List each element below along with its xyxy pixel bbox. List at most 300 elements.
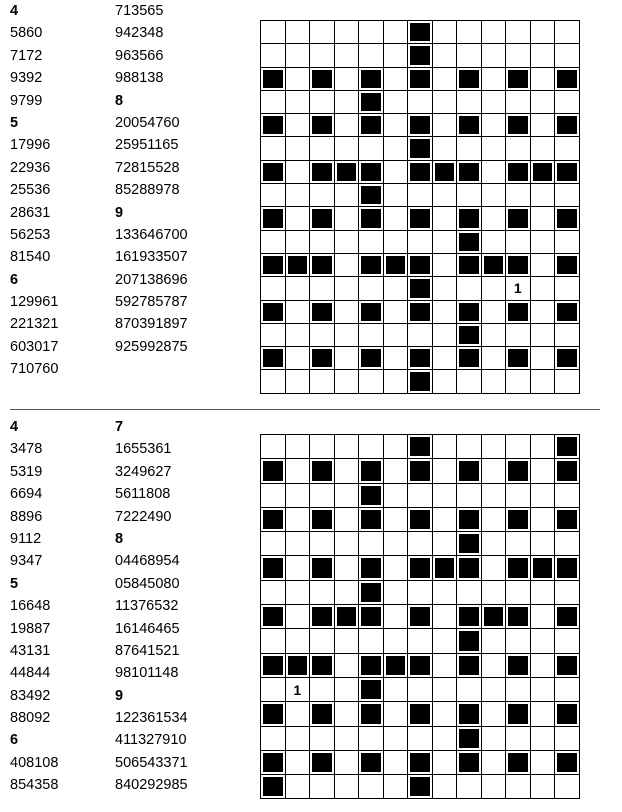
grid-cell[interactable]: [310, 629, 335, 653]
grid-cell[interactable]: [555, 324, 580, 347]
grid-cell[interactable]: [359, 277, 384, 300]
grid-cell[interactable]: [286, 231, 311, 254]
grid-cell[interactable]: [506, 629, 531, 653]
grid-cell[interactable]: [286, 484, 311, 508]
black-cell[interactable]: [506, 347, 531, 370]
grid-cell[interactable]: [408, 581, 433, 605]
grid-cell[interactable]: [359, 44, 384, 67]
grid-cell[interactable]: [335, 21, 360, 44]
grid-cell[interactable]: [335, 137, 360, 160]
black-cell[interactable]: [359, 161, 384, 184]
grid-cell[interactable]: [531, 775, 556, 799]
grid-cell[interactable]: [335, 459, 360, 483]
grid-cell[interactable]: [433, 581, 458, 605]
grid-cell[interactable]: [433, 347, 458, 370]
black-cell[interactable]: [555, 254, 580, 277]
grid-cell[interactable]: [482, 702, 507, 726]
grid-cell[interactable]: [433, 277, 458, 300]
black-cell[interactable]: [310, 68, 335, 91]
black-cell[interactable]: [408, 301, 433, 324]
black-cell[interactable]: [457, 459, 482, 483]
grid-cell[interactable]: [261, 137, 286, 160]
grid-cell[interactable]: [384, 277, 409, 300]
black-cell[interactable]: [457, 727, 482, 751]
grid-cell[interactable]: [482, 324, 507, 347]
grid-cell[interactable]: [531, 91, 556, 114]
grid-cell[interactable]: [482, 435, 507, 459]
grid-cell[interactable]: [506, 184, 531, 207]
grid-cell[interactable]: [482, 184, 507, 207]
black-cell[interactable]: [408, 459, 433, 483]
black-cell[interactable]: [555, 68, 580, 91]
black-cell[interactable]: [408, 605, 433, 629]
grid-cell[interactable]: [408, 324, 433, 347]
grid-cell[interactable]: [506, 21, 531, 44]
grid-cell[interactable]: [286, 114, 311, 137]
grid-cell[interactable]: [286, 605, 311, 629]
grid-cell[interactable]: [335, 581, 360, 605]
black-cell[interactable]: [310, 751, 335, 775]
black-cell[interactable]: [310, 508, 335, 532]
black-cell[interactable]: [310, 556, 335, 580]
grid-cell[interactable]: [531, 459, 556, 483]
black-cell[interactable]: [408, 654, 433, 678]
black-cell[interactable]: [310, 347, 335, 370]
black-cell[interactable]: [261, 702, 286, 726]
grid-cell[interactable]: [261, 581, 286, 605]
black-cell[interactable]: [359, 114, 384, 137]
grid-cell[interactable]: [433, 508, 458, 532]
black-cell[interactable]: [359, 581, 384, 605]
grid-cell[interactable]: [531, 751, 556, 775]
grid-cell[interactable]: [433, 775, 458, 799]
grid-cell[interactable]: [261, 91, 286, 114]
grid-cell[interactable]: [310, 277, 335, 300]
grid-cell[interactable]: [286, 581, 311, 605]
black-cell[interactable]: [457, 207, 482, 230]
grid-cell[interactable]: [261, 532, 286, 556]
black-cell[interactable]: [555, 347, 580, 370]
grid-cell[interactable]: [555, 91, 580, 114]
grid-cell[interactable]: [482, 347, 507, 370]
grid-cell[interactable]: [482, 532, 507, 556]
black-cell[interactable]: [261, 347, 286, 370]
grid-cell[interactable]: [384, 21, 409, 44]
grid-cell[interactable]: [286, 68, 311, 91]
black-cell[interactable]: [261, 775, 286, 799]
black-cell[interactable]: [555, 556, 580, 580]
grid-cell[interactable]: [359, 324, 384, 347]
grid-cell[interactable]: [482, 301, 507, 324]
black-cell[interactable]: [555, 114, 580, 137]
grid-cell[interactable]: [384, 581, 409, 605]
black-cell[interactable]: [555, 207, 580, 230]
grid-cell[interactable]: [335, 231, 360, 254]
grid-cell[interactable]: [335, 207, 360, 230]
grid-cell[interactable]: [482, 581, 507, 605]
grid-cell[interactable]: [384, 347, 409, 370]
grid-cell[interactable]: [384, 435, 409, 459]
black-cell[interactable]: [408, 702, 433, 726]
grid-cell[interactable]: [555, 277, 580, 300]
grid-cell[interactable]: [433, 532, 458, 556]
grid-cell[interactable]: [335, 44, 360, 67]
black-cell[interactable]: [261, 254, 286, 277]
grid-cell[interactable]: [310, 775, 335, 799]
grid-cell[interactable]: [310, 91, 335, 114]
black-cell[interactable]: [555, 435, 580, 459]
grid-cell[interactable]: [335, 532, 360, 556]
grid-cell[interactable]: [359, 137, 384, 160]
grid-cell[interactable]: [286, 137, 311, 160]
black-cell[interactable]: [555, 605, 580, 629]
grid-cell[interactable]: [384, 605, 409, 629]
black-cell[interactable]: [457, 324, 482, 347]
grid-cell[interactable]: [482, 231, 507, 254]
black-cell[interactable]: [261, 508, 286, 532]
grid-cell[interactable]: [433, 324, 458, 347]
grid-cell[interactable]: [531, 301, 556, 324]
grid-cell[interactable]: [482, 751, 507, 775]
grid-cell[interactable]: [531, 231, 556, 254]
black-cell[interactable]: [310, 254, 335, 277]
grid-cell[interactable]: [433, 751, 458, 775]
grid-cell[interactable]: [286, 301, 311, 324]
grid-cell[interactable]: [555, 532, 580, 556]
black-cell[interactable]: [506, 207, 531, 230]
black-cell[interactable]: [506, 161, 531, 184]
black-cell[interactable]: [310, 301, 335, 324]
black-cell[interactable]: [286, 654, 311, 678]
grid-cell[interactable]: [335, 68, 360, 91]
grid-cell[interactable]: [433, 654, 458, 678]
grid-cell[interactable]: [310, 727, 335, 751]
grid-cell[interactable]: [531, 137, 556, 160]
grid-cell[interactable]: [555, 184, 580, 207]
black-cell[interactable]: [359, 91, 384, 114]
grid-cell[interactable]: [384, 370, 409, 393]
grid-cell[interactable]: [286, 184, 311, 207]
black-cell[interactable]: [433, 556, 458, 580]
grid-cell[interactable]: [555, 137, 580, 160]
grid-cell[interactable]: [457, 91, 482, 114]
black-cell[interactable]: [457, 508, 482, 532]
grid-cell[interactable]: [384, 324, 409, 347]
black-cell[interactable]: [506, 254, 531, 277]
black-cell[interactable]: [506, 605, 531, 629]
black-cell[interactable]: [555, 751, 580, 775]
grid-cell[interactable]: [310, 184, 335, 207]
grid-cell[interactable]: [286, 702, 311, 726]
grid-cell[interactable]: [433, 44, 458, 67]
black-cell[interactable]: [482, 605, 507, 629]
black-cell[interactable]: [457, 532, 482, 556]
black-cell[interactable]: [457, 629, 482, 653]
black-cell[interactable]: [433, 161, 458, 184]
black-cell[interactable]: [408, 556, 433, 580]
grid-cell[interactable]: [531, 184, 556, 207]
grid-cell[interactable]: [408, 91, 433, 114]
black-cell[interactable]: [359, 702, 384, 726]
black-cell[interactable]: [506, 654, 531, 678]
grid-cell[interactable]: [286, 459, 311, 483]
grid-cell[interactable]: [335, 654, 360, 678]
grid-cell[interactable]: [359, 370, 384, 393]
black-cell[interactable]: [359, 301, 384, 324]
grid-cell[interactable]: [286, 207, 311, 230]
grid-cell[interactable]: [408, 727, 433, 751]
grid-cell[interactable]: [310, 484, 335, 508]
grid-cell[interactable]: [433, 678, 458, 702]
grid-cell[interactable]: [555, 678, 580, 702]
grid-cell[interactable]: [359, 727, 384, 751]
grid-cell[interactable]: [286, 347, 311, 370]
grid-cell[interactable]: [482, 91, 507, 114]
grid-cell[interactable]: [531, 532, 556, 556]
black-cell[interactable]: [286, 254, 311, 277]
black-cell[interactable]: [482, 254, 507, 277]
grid-cell[interactable]: [286, 277, 311, 300]
grid-cell[interactable]: [310, 678, 335, 702]
grid-cell[interactable]: [506, 484, 531, 508]
grid-cell[interactable]: [261, 629, 286, 653]
grid-cell[interactable]: [433, 68, 458, 91]
black-cell[interactable]: [457, 161, 482, 184]
black-cell[interactable]: [359, 556, 384, 580]
black-cell[interactable]: [408, 161, 433, 184]
grid-cell[interactable]: [310, 44, 335, 67]
grid-cell[interactable]: [531, 484, 556, 508]
grid-cell[interactable]: [506, 137, 531, 160]
grid-cell[interactable]: [531, 370, 556, 393]
grid-cell[interactable]: [482, 508, 507, 532]
black-cell[interactable]: [310, 702, 335, 726]
grid-cell[interactable]: [482, 137, 507, 160]
grid-cell[interactable]: [555, 581, 580, 605]
grid-cell[interactable]: [531, 508, 556, 532]
grid-cell[interactable]: [457, 370, 482, 393]
grid-cell[interactable]: [359, 435, 384, 459]
grid-cell[interactable]: [286, 161, 311, 184]
grid-cell[interactable]: [335, 301, 360, 324]
grid-cell[interactable]: [335, 508, 360, 532]
grid-cell[interactable]: [310, 532, 335, 556]
black-cell[interactable]: [310, 114, 335, 137]
grid-cell[interactable]: [335, 347, 360, 370]
grid-cell[interactable]: [335, 751, 360, 775]
grid-cell[interactable]: [335, 324, 360, 347]
grid-cell[interactable]: [261, 21, 286, 44]
black-cell[interactable]: [457, 751, 482, 775]
black-cell[interactable]: [310, 161, 335, 184]
grid-cell[interactable]: [384, 678, 409, 702]
black-cell[interactable]: [555, 654, 580, 678]
black-cell[interactable]: [359, 68, 384, 91]
black-cell[interactable]: [335, 161, 360, 184]
black-cell[interactable]: [261, 556, 286, 580]
grid-cell[interactable]: [506, 581, 531, 605]
grid-cell[interactable]: [531, 727, 556, 751]
grid-cell[interactable]: [555, 629, 580, 653]
grid-cell[interactable]: [506, 324, 531, 347]
grid-cell[interactable]: [261, 435, 286, 459]
grid-cell[interactable]: [408, 532, 433, 556]
grid-cell[interactable]: [384, 68, 409, 91]
black-cell[interactable]: [335, 605, 360, 629]
black-cell[interactable]: [359, 207, 384, 230]
grid-cell[interactable]: [482, 629, 507, 653]
black-cell[interactable]: [506, 702, 531, 726]
grid-cell[interactable]: [555, 231, 580, 254]
grid-cell[interactable]: [531, 435, 556, 459]
grid-cell[interactable]: [310, 581, 335, 605]
grid-cell[interactable]: [506, 435, 531, 459]
black-cell[interactable]: [261, 207, 286, 230]
grid-cell[interactable]: [531, 114, 556, 137]
grid-cell[interactable]: [335, 702, 360, 726]
black-cell[interactable]: [457, 605, 482, 629]
grid-cell[interactable]: [384, 484, 409, 508]
grid-cell[interactable]: [384, 114, 409, 137]
grid-cell[interactable]: [531, 702, 556, 726]
black-cell[interactable]: [408, 254, 433, 277]
black-cell[interactable]: [310, 459, 335, 483]
grid-cell[interactable]: [506, 678, 531, 702]
grid-cell[interactable]: [457, 775, 482, 799]
grid-cell[interactable]: [531, 347, 556, 370]
grid-cell[interactable]: [261, 727, 286, 751]
grid-cell[interactable]: [555, 44, 580, 67]
black-cell[interactable]: [531, 161, 556, 184]
grid-cell[interactable]: [384, 532, 409, 556]
black-cell[interactable]: [359, 347, 384, 370]
grid-cell[interactable]: [433, 137, 458, 160]
grid-cell[interactable]: [359, 775, 384, 799]
black-cell[interactable]: [457, 347, 482, 370]
black-cell[interactable]: [261, 605, 286, 629]
grid-cell[interactable]: [310, 21, 335, 44]
grid-cell[interactable]: [384, 508, 409, 532]
black-cell[interactable]: [310, 605, 335, 629]
grid-cell[interactable]: [310, 324, 335, 347]
black-cell[interactable]: [408, 435, 433, 459]
grid-cell[interactable]: [482, 68, 507, 91]
black-cell[interactable]: [457, 68, 482, 91]
grid-cell[interactable]: [384, 161, 409, 184]
grid-cell[interactable]: [359, 629, 384, 653]
black-cell[interactable]: [408, 277, 433, 300]
black-cell[interactable]: [555, 508, 580, 532]
grid-cell[interactable]: [555, 21, 580, 44]
grid-cell[interactable]: [482, 207, 507, 230]
black-cell[interactable]: [408, 508, 433, 532]
grid-cell[interactable]: [310, 435, 335, 459]
grid-cell[interactable]: [506, 91, 531, 114]
grid-cell[interactable]: [457, 581, 482, 605]
grid-cell[interactable]: [433, 459, 458, 483]
black-cell[interactable]: [359, 751, 384, 775]
grid-cell[interactable]: [261, 484, 286, 508]
grid-cell[interactable]: [286, 629, 311, 653]
grid-cell[interactable]: [555, 775, 580, 799]
grid-cell[interactable]: [531, 654, 556, 678]
black-cell[interactable]: [261, 301, 286, 324]
black-cell[interactable]: [359, 484, 384, 508]
grid-cell[interactable]: [310, 370, 335, 393]
grid-cell[interactable]: [482, 161, 507, 184]
grid-cell[interactable]: [335, 114, 360, 137]
grid-cell[interactable]: [335, 91, 360, 114]
grid-cell[interactable]: [433, 702, 458, 726]
grid-cell[interactable]: [335, 435, 360, 459]
grid-cell[interactable]: [457, 484, 482, 508]
black-cell[interactable]: [359, 254, 384, 277]
grid-cell[interactable]: [335, 678, 360, 702]
grid-cell[interactable]: [433, 370, 458, 393]
black-cell[interactable]: [359, 459, 384, 483]
grid-cell[interactable]: [555, 370, 580, 393]
grid-cell[interactable]: [433, 727, 458, 751]
black-cell[interactable]: [531, 556, 556, 580]
grid-cell[interactable]: [433, 605, 458, 629]
grid-cell[interactable]: [384, 91, 409, 114]
black-cell[interactable]: [555, 459, 580, 483]
grid-cell[interactable]: [457, 435, 482, 459]
grid-cell[interactable]: [408, 184, 433, 207]
grid-cell[interactable]: [384, 629, 409, 653]
grid-cell[interactable]: [286, 44, 311, 67]
clue-cell[interactable]: 1: [286, 678, 311, 702]
grid-cell[interactable]: [335, 727, 360, 751]
grid-cell[interactable]: [261, 277, 286, 300]
black-cell[interactable]: [261, 654, 286, 678]
grid-cell[interactable]: [384, 207, 409, 230]
black-cell[interactable]: [457, 114, 482, 137]
black-cell[interactable]: [359, 654, 384, 678]
grid-cell[interactable]: [555, 484, 580, 508]
grid-cell[interactable]: [457, 184, 482, 207]
black-cell[interactable]: [408, 44, 433, 67]
grid-cell[interactable]: [408, 678, 433, 702]
black-cell[interactable]: [408, 68, 433, 91]
black-cell[interactable]: [384, 654, 409, 678]
black-cell[interactable]: [359, 508, 384, 532]
black-cell[interactable]: [359, 678, 384, 702]
grid-cell[interactable]: [310, 231, 335, 254]
black-cell[interactable]: [506, 68, 531, 91]
grid-cell[interactable]: [261, 231, 286, 254]
grid-cell[interactable]: [384, 301, 409, 324]
grid-cell[interactable]: [433, 207, 458, 230]
grid-cell[interactable]: [261, 678, 286, 702]
black-cell[interactable]: [359, 605, 384, 629]
grid-cell[interactable]: [286, 21, 311, 44]
black-cell[interactable]: [555, 702, 580, 726]
grid-cell[interactable]: [531, 629, 556, 653]
grid-cell[interactable]: [310, 137, 335, 160]
grid-cell[interactable]: [506, 727, 531, 751]
grid-cell[interactable]: [335, 277, 360, 300]
grid-cell[interactable]: [433, 484, 458, 508]
black-cell[interactable]: [408, 775, 433, 799]
grid-cell[interactable]: [482, 370, 507, 393]
black-cell[interactable]: [506, 114, 531, 137]
black-cell[interactable]: [555, 161, 580, 184]
black-cell[interactable]: [261, 68, 286, 91]
grid-cell[interactable]: [433, 629, 458, 653]
black-cell[interactable]: [457, 556, 482, 580]
grid-cell[interactable]: [286, 370, 311, 393]
